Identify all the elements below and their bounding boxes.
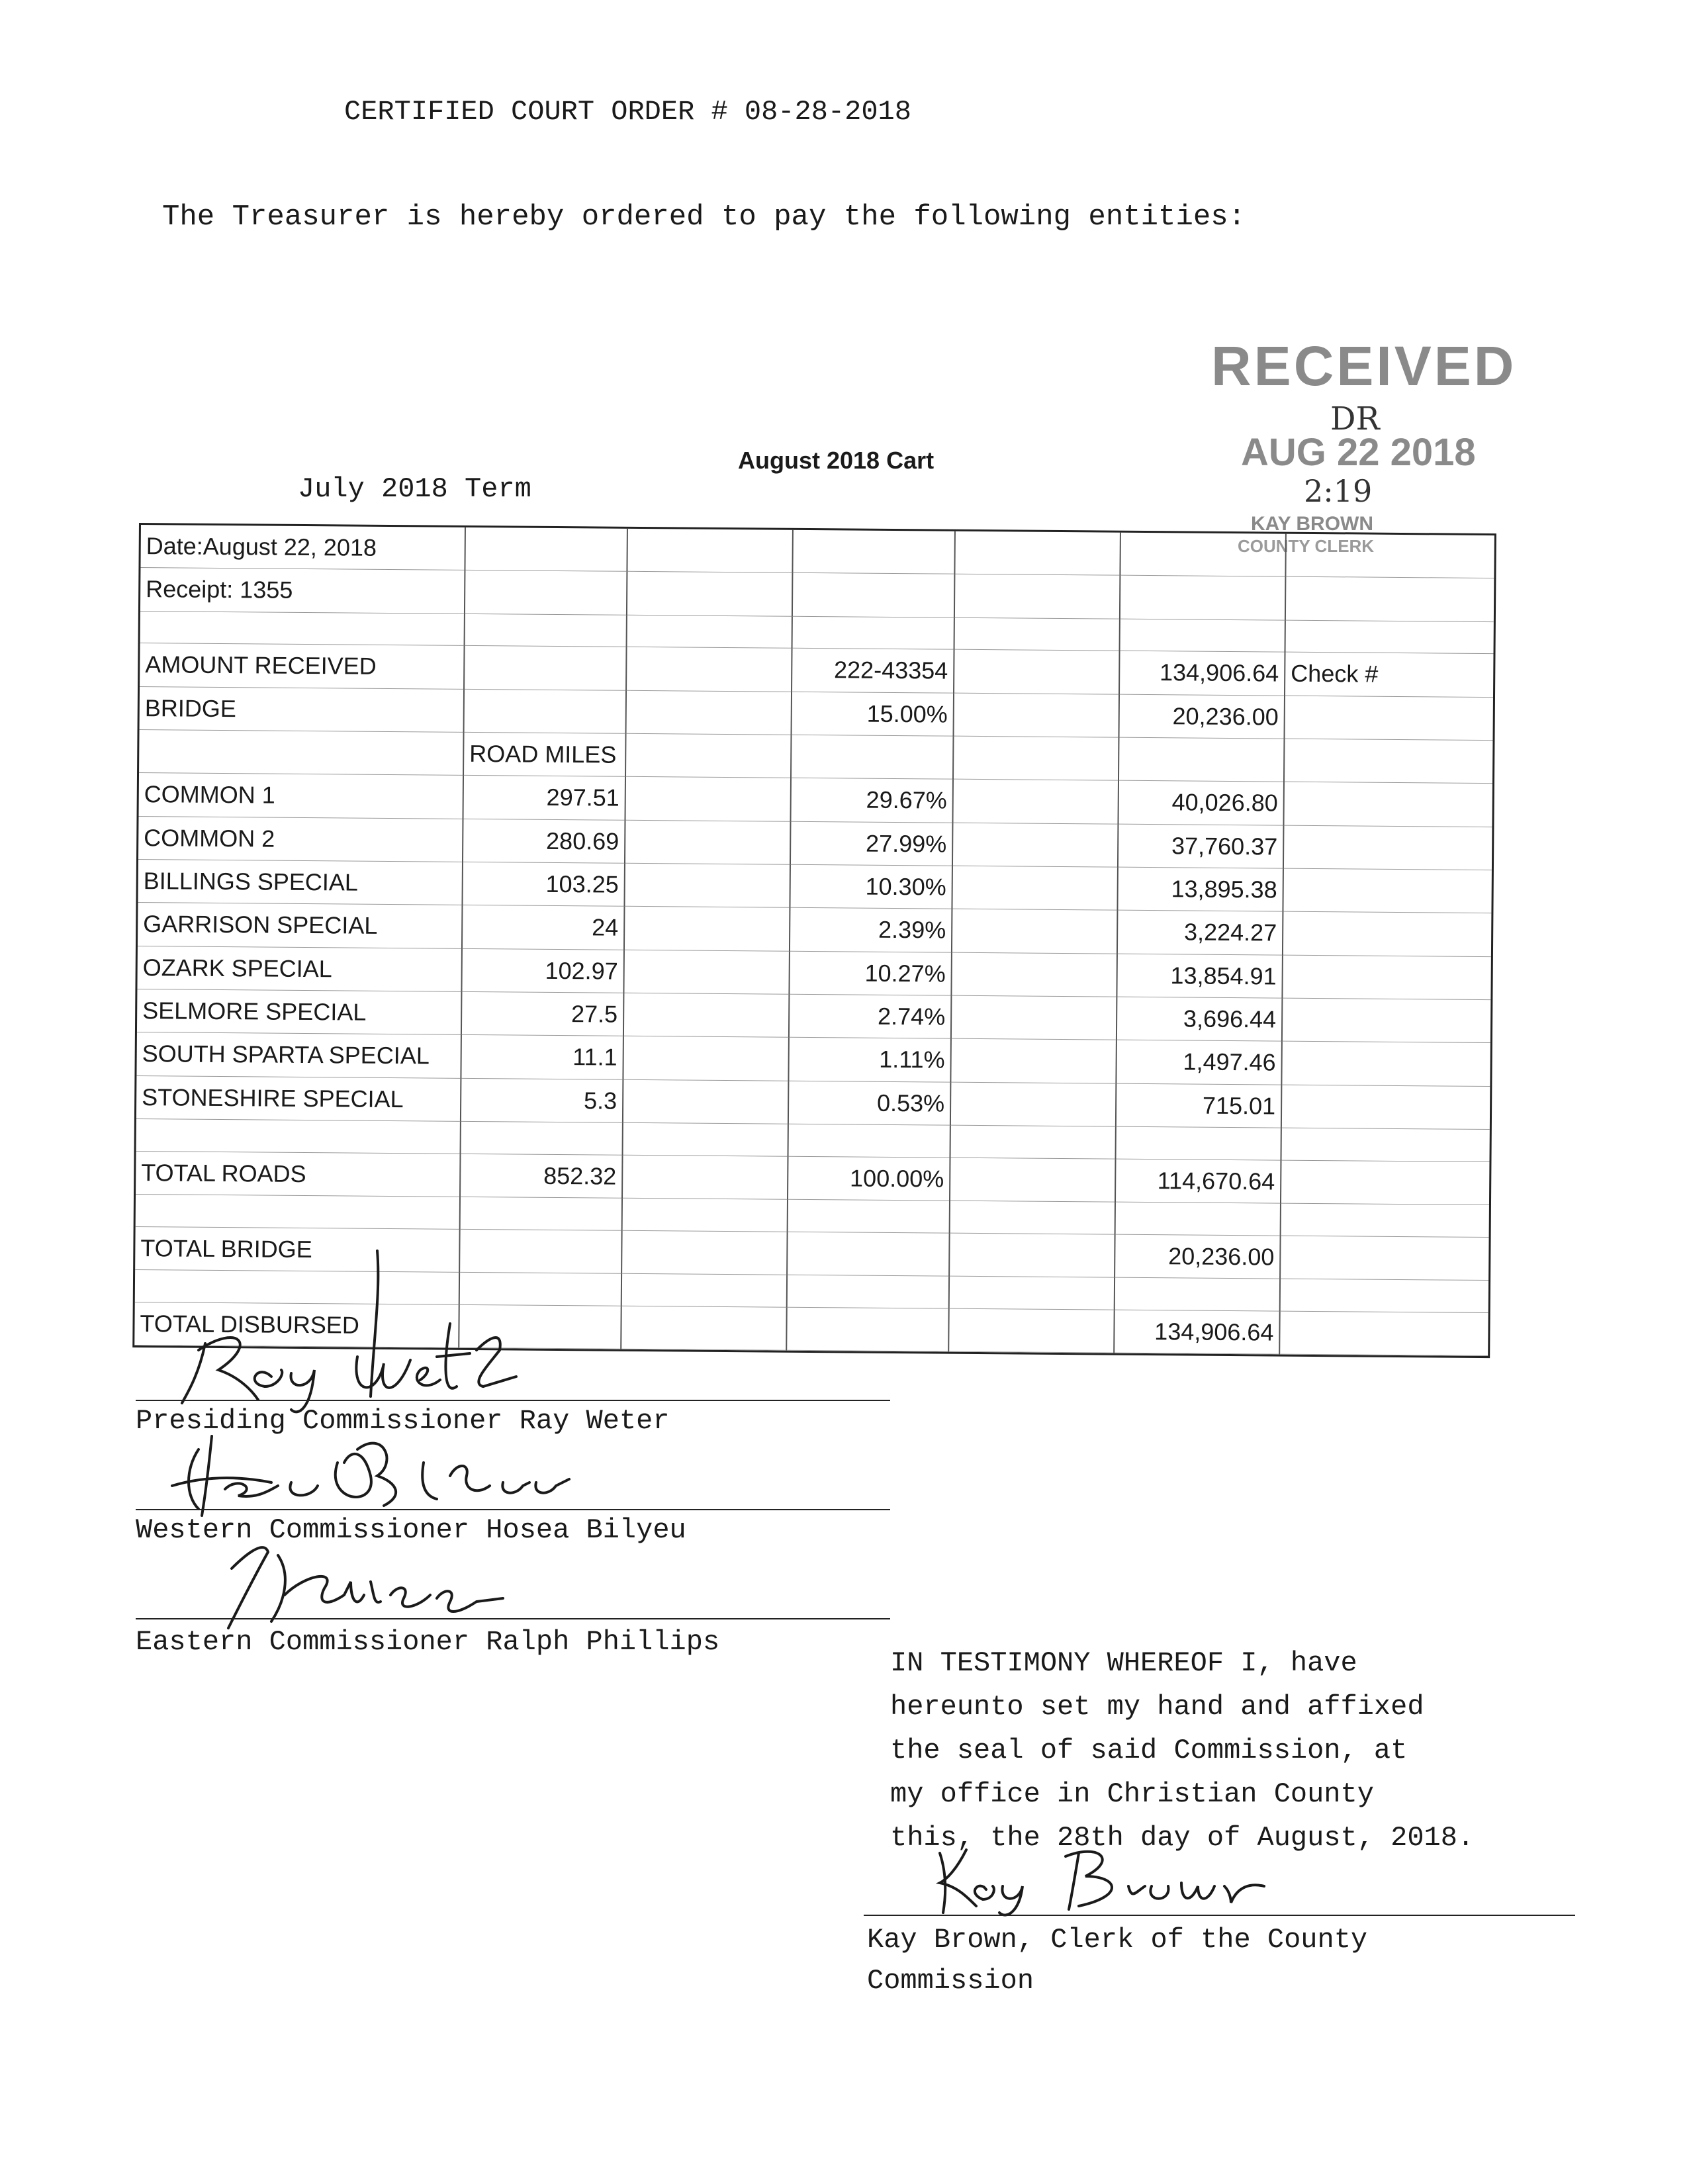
testimony-line: my office in Christian County bbox=[890, 1778, 1374, 1810]
testimony-line: the seal of said Commission, at bbox=[890, 1735, 1408, 1766]
district-pct: 27.99% bbox=[790, 821, 953, 866]
total-bridge-amount: 20,236.00 bbox=[1115, 1234, 1281, 1279]
total-roads-pct: 100.00% bbox=[788, 1156, 950, 1201]
total-bridge-label: TOTAL BRIDGE bbox=[135, 1226, 459, 1272]
signature-line-clerk bbox=[864, 1915, 1575, 1916]
total-roads-miles: 852.32 bbox=[460, 1154, 623, 1198]
signature-line-presiding bbox=[136, 1400, 890, 1401]
district-pct: 10.27% bbox=[789, 951, 952, 995]
clerk-caption-line: Commission bbox=[867, 1965, 1034, 1997]
district-amount: 715.01 bbox=[1116, 1083, 1282, 1128]
district-miles: 102.97 bbox=[461, 948, 624, 993]
district-pct: 2.74% bbox=[789, 994, 952, 1038]
district-amount: 13,895.38 bbox=[1117, 867, 1283, 911]
district-miles: 297.51 bbox=[463, 776, 626, 820]
eastern-commissioner-caption: Eastern Commissioner Ralph Phillips bbox=[136, 1626, 720, 1658]
clerk-caption-line: Kay Brown, Clerk of the County bbox=[867, 1924, 1368, 1956]
stamp-time: 2:19 bbox=[1304, 473, 1373, 509]
district-name: COMMON 1 bbox=[139, 773, 463, 819]
signature-ralph-phillips bbox=[192, 1535, 536, 1635]
testimony-line: hereunto set my hand and affixed bbox=[890, 1691, 1424, 1723]
district-amount: 40,026.80 bbox=[1118, 780, 1284, 825]
district-miles: 103.25 bbox=[462, 862, 625, 906]
district-amount: 3,224.27 bbox=[1117, 910, 1283, 954]
term-label: July 2018 Term bbox=[298, 473, 531, 505]
stamp-name: KAY BROWN bbox=[1251, 513, 1374, 535]
testimony-paragraph bbox=[890, 1641, 1585, 1860]
district-amount: 37,760.37 bbox=[1118, 824, 1284, 868]
stamp-org: COUNTY CLERK bbox=[1238, 536, 1375, 556]
district-name: STONESHIRE SPECIAL bbox=[136, 1075, 461, 1121]
district-pct: 1.11% bbox=[788, 1037, 951, 1081]
amount-received-ref: 222-43354 bbox=[792, 649, 954, 693]
disbursement-table bbox=[132, 523, 1496, 1358]
district-amount: 3,696.44 bbox=[1117, 997, 1283, 1041]
total-disbursed-label: TOTAL DISBURSED bbox=[134, 1302, 459, 1347]
clerk-caption bbox=[867, 1919, 1496, 2001]
district-name: SELMORE SPECIAL bbox=[137, 989, 461, 1034]
presiding-commissioner-caption: Presiding Commissioner Ray Weter bbox=[136, 1405, 670, 1437]
testimony-line: this, the 28th day of August, 2018. bbox=[890, 1822, 1475, 1854]
signature-line-eastern bbox=[136, 1618, 890, 1619]
bridge-pct: 15.00% bbox=[792, 692, 954, 736]
signature-ray-weter bbox=[159, 1244, 529, 1416]
check-label: Check # bbox=[1285, 652, 1494, 697]
amount-received-label: AMOUNT RECEIVED bbox=[140, 643, 464, 689]
cart-label: August 2018 Cart bbox=[738, 447, 935, 474]
district-miles: 5.3 bbox=[461, 1078, 623, 1122]
bridge-label: BRIDGE bbox=[140, 686, 464, 732]
district-name: GARRISON SPECIAL bbox=[138, 903, 462, 948]
district-miles: 27.5 bbox=[461, 991, 624, 1036]
district-pct: 0.53% bbox=[788, 1081, 951, 1125]
district-pct: 10.30% bbox=[790, 864, 952, 909]
total-roads-amount: 114,670.64 bbox=[1115, 1159, 1281, 1203]
district-name: COMMON 2 bbox=[138, 816, 463, 862]
road-miles-header: ROAD MILES bbox=[463, 732, 626, 776]
bridge-value: 20,236.00 bbox=[1119, 694, 1285, 739]
district-miles: 280.69 bbox=[463, 819, 625, 863]
western-commissioner-caption: Western Commissioner Hosea Bilyeu bbox=[136, 1514, 686, 1546]
stamp-date: AUG 22 2018 bbox=[1241, 431, 1476, 474]
order-title: CERTIFIED COURT ORDER # 08-28-2018 bbox=[344, 96, 911, 128]
district-miles: 24 bbox=[462, 905, 625, 950]
signature-kay-brown bbox=[920, 1840, 1291, 1919]
received-stamp bbox=[1211, 334, 1517, 556]
stamp-received-word: RECEIVED bbox=[1211, 335, 1517, 397]
table-receipt: Receipt: 1355 bbox=[140, 568, 465, 614]
signature-line-western bbox=[136, 1509, 890, 1510]
district-name: SOUTH SPARTA SPECIAL bbox=[136, 1032, 461, 1078]
district-amount: 13,854.91 bbox=[1117, 954, 1283, 998]
amount-received-value: 134,906.64 bbox=[1119, 651, 1285, 695]
order-instruction: The Treasurer is hereby ordered to pay the following entities: bbox=[162, 201, 1246, 234]
table-date: Date:August 22, 2018 bbox=[140, 525, 465, 570]
district-pct: 2.39% bbox=[790, 907, 952, 952]
total-roads-label: TOTAL ROADS bbox=[136, 1151, 460, 1197]
district-name: OZARK SPECIAL bbox=[137, 946, 461, 991]
district-pct: 29.67% bbox=[790, 778, 953, 822]
signature-hosea-bilyeu bbox=[159, 1423, 582, 1522]
district-amount: 1,497.46 bbox=[1116, 1040, 1282, 1084]
stamp-initials: DR bbox=[1330, 400, 1380, 437]
testimony-line: IN TESTIMONY WHEREOF I, have bbox=[890, 1647, 1357, 1679]
total-disbursed-amount: 134,906.64 bbox=[1114, 1310, 1280, 1354]
district-name: BILLINGS SPECIAL bbox=[138, 859, 462, 905]
district-miles: 11.1 bbox=[461, 1035, 623, 1079]
